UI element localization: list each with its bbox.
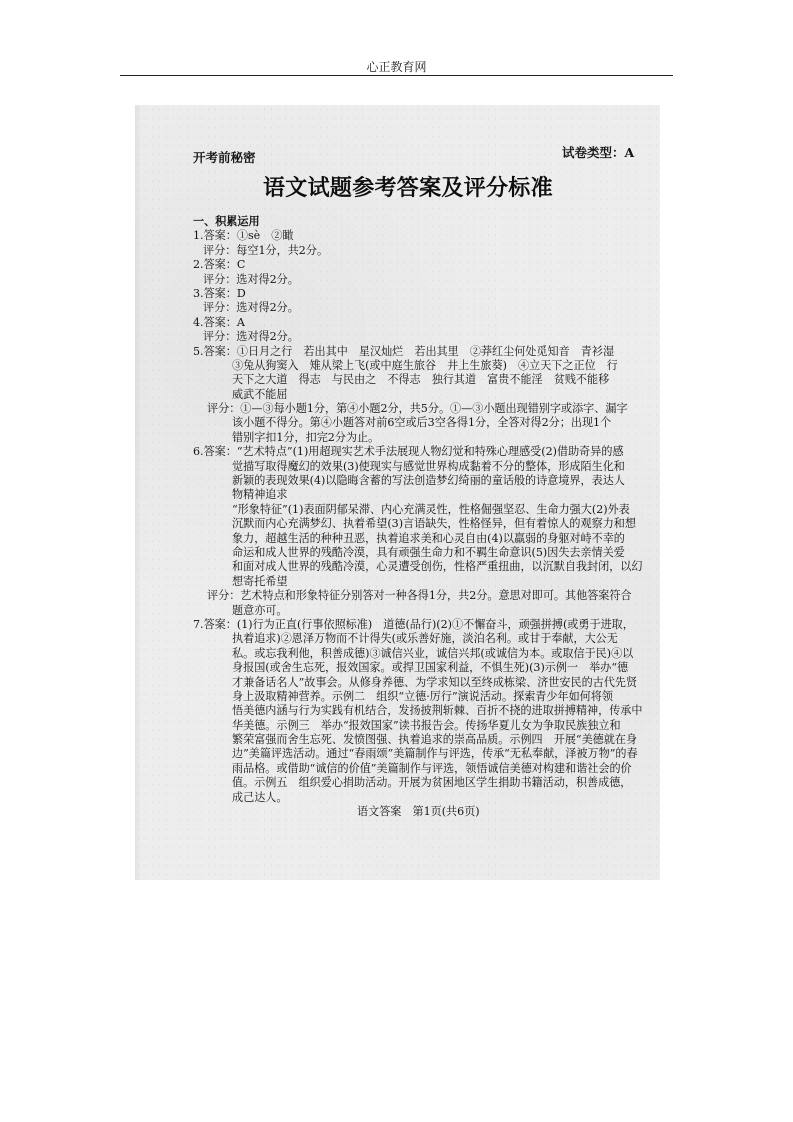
question-5-answer-line: 5.答案：①日月之行 若出其中 星汉灿烂 若出其里 ②莽红尘何处觅知音 青衫湿 [193, 344, 615, 358]
paper-type-label: 试卷类型：A [562, 145, 635, 160]
document-title: 语文试题参考答案及评分标准 [263, 175, 553, 201]
question-6-answer-line: “形象特征”(1)表面阴郁呆滞、内心充满灵性，性格倔强坚忍、生命力强大(2)外表 [232, 502, 630, 516]
question-7-answer-line: 悟美德内涵与行为实践有机结合，发扬披荆斩棘、百折不挠的进取拼搏精神，传承中 [232, 704, 643, 718]
question-7-answer-line: 才兼备话名人”故事会。从修身养德、为学求知以至终成栋梁、济世安民的古代先贤 [232, 675, 638, 689]
confidential-label: 开考前秘密 [193, 150, 256, 165]
question-7-answer-line: 边”美篇评选活动。通过“春雨颂”美篇制作与评选，传承“无私奉献，泽被万物”的春 [232, 747, 638, 761]
question-5-scoring-line: 评分：①—③每小题1分，第④小题2分，共5分。①—③小题出现错别字或添字、漏字 [207, 402, 628, 416]
question-6-scoring-line: 评分：艺术特点和形象特征分别答对一种各得1分，共2分。意思对即可。其他答案符合 [207, 589, 632, 603]
question-6-answer-line: 想寄托希望 [232, 574, 288, 588]
question-6-answer-line: 6.答案：“艺术特点”(1)用超现实艺术手法展现人物幻觉和特殊心理感受(2)借助奇异的感 [193, 445, 624, 459]
header-divider [120, 75, 673, 76]
question-5-scoring-line: 错别字扣1分，扣完2分为止。 [232, 430, 380, 444]
question-7-answer-line: 身上汲取精神营养。示例二 组织“立德·厉行”演说活动。探索青少年如何将领 [232, 689, 613, 703]
question-4-scoring-line: 评分：选对得2分。 [203, 330, 299, 344]
question-7-answer-line: 身报国(或舍生忘死，报效国家。或捍卫国家利益，不惧生死)(3)示例一 举办“德 [232, 661, 629, 675]
question-5-answer-line: 天下之大道 得志 与民由之 不得志 独行其道 富贵不能淫 贫贱不能移 [232, 373, 610, 387]
question-6-answer-line: 觉描写取得魔幻的效果(3)使现实与感觉世界构成黏着不分的整体，形成陌生化和 [232, 459, 625, 473]
question-6-answer-line: 象力，超越生活的种种丑恶，执着追求美和心灵自由(4)以羸弱的身躯对峙不幸的 [232, 531, 625, 545]
question-6-answer-line: 和面对成人世界的残酷冷漠，心灵遭受创伤，性格严重扭曲，以沉默自我封闭，以幻 [232, 560, 643, 574]
question-3-answer-line: 3.答案：D [193, 286, 246, 300]
question-7-answer-line: 值。示例五 组织爱心捐助活动。开展为贫困地区学生捐助书籍活动，积善成德， [232, 776, 632, 790]
question-7-answer-line: 成己达人。 [232, 790, 288, 804]
question-7-answer-line: 执着追求)②恩泽万物而不计得失(或乐善好施，淡泊名利。或甘于奉献，大公无 [232, 632, 618, 646]
question-4-answer-line: 4.答案：A [193, 315, 245, 329]
question-2-scoring-line: 评分：选对得2分。 [203, 272, 299, 286]
question-7-answer-line: 华美德。示例三 举办“报效国家”读书报告会。传扬华夏儿女为争取民族独立和 [232, 718, 621, 732]
question-6-answer-line: 命运和成人世界的残酷冷漠，具有顽强生命力和不羁生命意识(5)因失去亲情关爱 [232, 545, 625, 559]
question-7-answer-line: 私。或忘我利他，积善成德)③诚信兴业，诚信兴邦(或诚信为本。或取信于民)④以 [232, 646, 634, 660]
question-7-answer-line: 繁荣富强而舍生忘死、发愤图强、执着追求的崇高品质。示例四 开展“美德就在身 [232, 733, 638, 747]
question-6-answer-line: 沉默而内心充满梦幻、执着希望(3)言语缺失，性格怪异，但有着惊人的观察力和想 [232, 517, 636, 531]
question-7-answer-line: 7.答案：(1)行为正直(行事依照标准) 道德(品行)(2)①不懈奋斗，顽强拼搏(或勇于进取， [193, 617, 634, 631]
answer-body [193, 215, 655, 805]
site-header-title: 心正教育网 [366, 60, 427, 74]
scanned-document [135, 105, 660, 880]
question-6-answer-line: 新颖的表现效果(4)以隐晦含蓄的写法创造梦幻绮丽的童话般的诗意境界，表达人 [232, 474, 625, 488]
question-1-answer-line: 1.答案：①sè ②瞰 [193, 229, 294, 243]
question-6-scoring-line: 题意亦可。 [232, 603, 288, 617]
question-5-answer-line: ③兔从狗窦入 雉从梁上飞(或中庭生旅谷 井上生旅葵) ④立天下之正位 行 [232, 358, 618, 372]
page-footer: 语文答案 第1页(共6页) [357, 805, 480, 818]
question-1-scoring-line: 评分：每空1分，共2分。 [203, 243, 329, 257]
question-2-answer-line: 2.答案：C [193, 258, 246, 272]
question-5-answer-line: 威武不能屈 [232, 387, 288, 401]
question-5-scoring-line: 该小题不得分。第④小题答对前6空或后3空各得1分，全答对得2分；出现1个 [232, 416, 612, 430]
section-heading: 一、积累运用 [193, 215, 260, 228]
question-7-answer-line: 雨品格。或借助“诚信的价值”美篇制作与评选，领悟诚信美德对构建和谐社会的价 [232, 761, 632, 775]
question-6-answer-line: 物精神追求 [232, 488, 288, 502]
question-3-scoring-line: 评分：选对得2分。 [203, 301, 299, 315]
